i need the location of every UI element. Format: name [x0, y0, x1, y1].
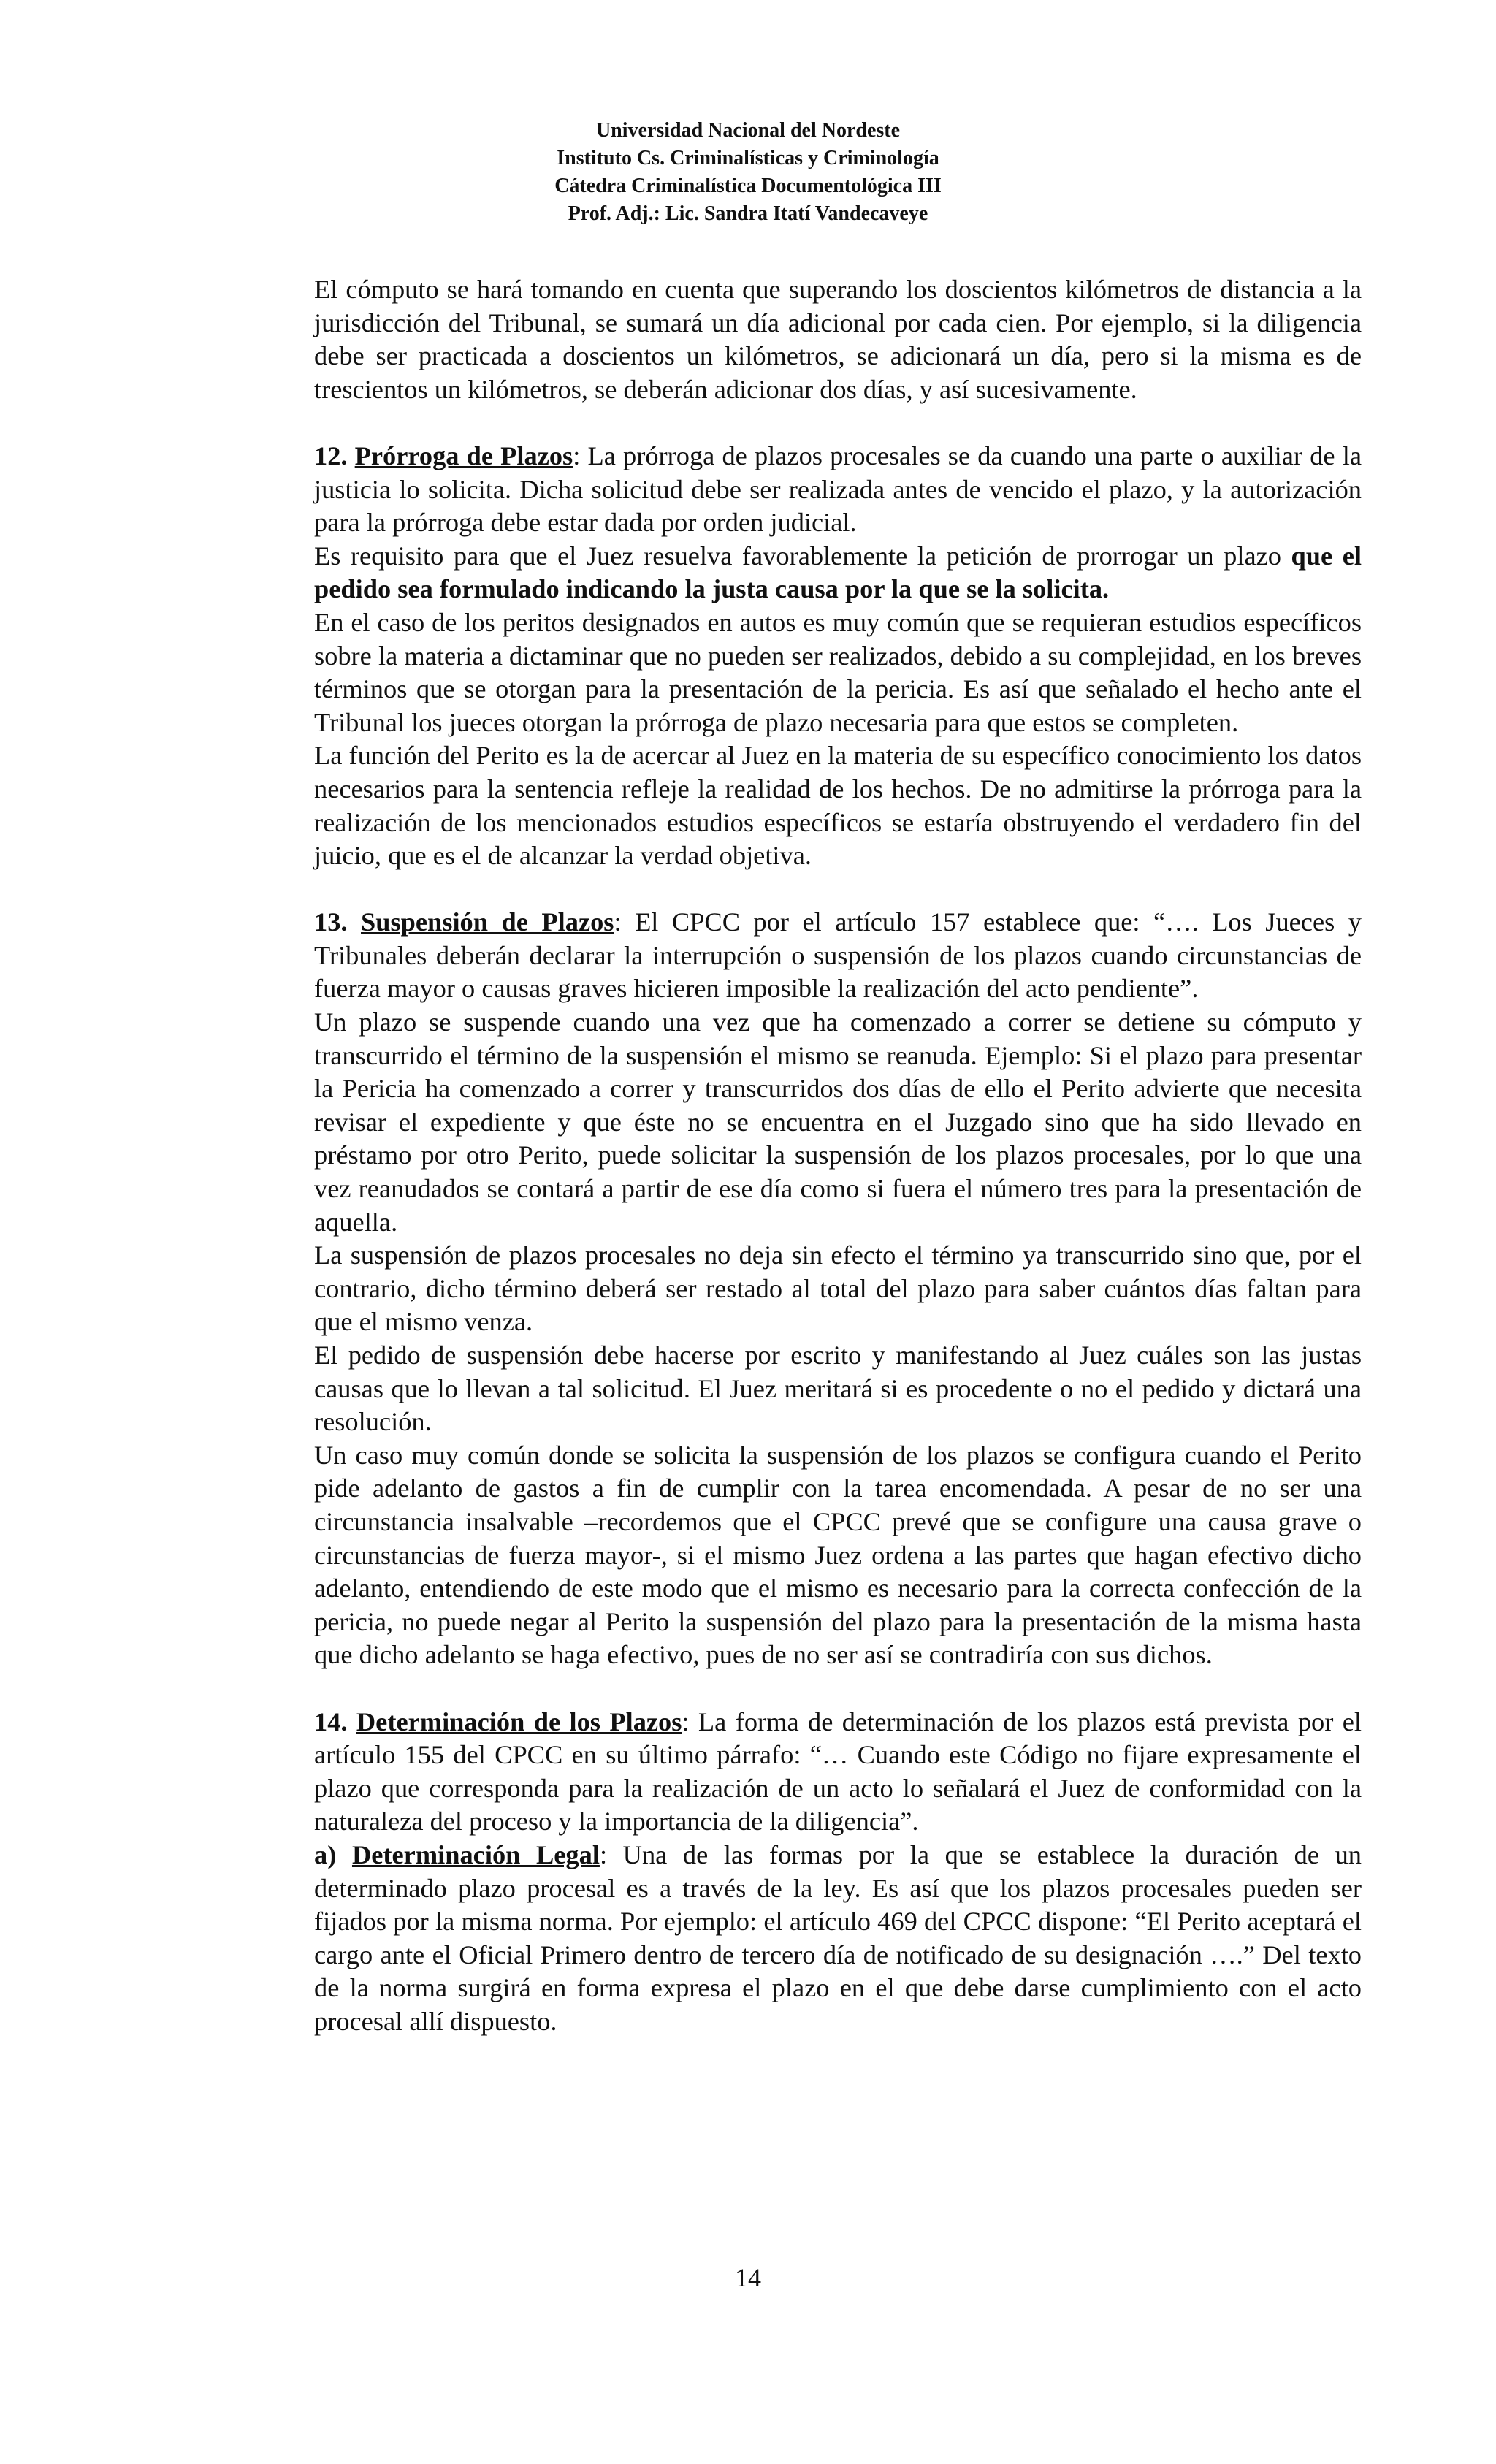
document-body — [314, 273, 1362, 2038]
section-13-paragraph-2: Un plazo se suspende cuando una vez que ha comenzado a correr se detiene su cómputo y transcurrido el término de la suspensión el mismo se reanuda. Ejemplo: Si el plazo para presentar la Pericia ha comenzado a correr y transcurridos dos días de ello el Perito advierte que necesita revisar el expediente y que éste no se encuentra en el Juzgado sino que ha sido llevado en préstamo por otro Perito, puede solicitar la suspensión de los plazos procesales, por lo que una vez reanudados se contará a partir de ese día como si fuera el número tres para la presentación de aquella. — [314, 1007, 1362, 1237]
section-13-title: Suspensión de Plazos — [361, 907, 614, 937]
section-12-paragraph-4: La función del Perito es la de acercar al Juez en la materia de su específico conocimiento los datos necesarios para la sentencia refleje la realidad de los hechos. De no admitirse la prórroga para la realización de los mencionados estudios específicos se estaría obstruyendo el verdadero fin del juicio, que es el de alcanzar la verdad objetiva. — [314, 741, 1362, 871]
header-chair: Cátedra Criminalística Documentológica III — [554, 175, 942, 197]
header-professor: Prof. Adj.: Lic. Sandra Itatí Vandecaveye — [568, 202, 928, 225]
section-13-lead — [314, 906, 1362, 1006]
section-12-p2-bold: que el pedido sea formulado indicando la justa causa por la que se la solicita. — [314, 541, 1362, 604]
header-institute: Instituto Cs. Criminalísticas y Criminología — [557, 147, 939, 169]
section-14-item-a — [314, 1839, 1362, 2039]
section-12-paragraph-2 — [314, 540, 1362, 606]
section-12-paragraph-3: En el caso de los peritos designados en autos es muy común que se requieran estudios específicos sobre la materia a dictaminar que no pueden ser realizados, debido a su complejidad, en los breves términos que se otorgan para la presentación de la pericia. Es así que señalado el hecho ante el Tribunal los jueces otorgan la prórroga de plazo necesaria para que estos se completen. — [314, 607, 1362, 737]
section-12-p2-text: Es requisito para que el Juez resuelva favorablemente la petición de prorrogar un plazo — [314, 541, 1291, 571]
section-12-lead — [314, 440, 1362, 540]
item-a-label: a) — [314, 1839, 337, 1869]
header-university: Universidad Nacional del Nordeste — [595, 119, 901, 142]
intro-paragraph: El cómputo se hará tomando en cuenta que superando los doscientos kilómetros de distancia a la jurisdicción del Tribunal, se sumará un día adicional por cada cien. Por ejemplo, si la diligencia debe ser practicada a doscientos un kilómetros, se adicionará un día, pero si la misma es de trescientos un kilómetros, se deberán adicionar dos días, y así sucesivamente. — [314, 275, 1362, 404]
section-13-paragraph-5: Un caso muy común donde se solicita la suspensión de los plazos se configura cuando el Perito pide adelanto de gastos a fin de cumplir con la tarea encomendada. A pesar de no ser una circunstancia insalvable –recordemos que el CPCC prevé que se configure una causa grave o circunstancias de fuerza mayor-, si el mismo Juez ordena a las partes que hagan efectivo dicho adelanto, entendiendo de este modo que el mismo es necesario para la correcta confección de la pericia, no puede negar al Perito la suspensión del plazo para la presentación de la misma hasta que dicho adelanto se haga efectivo, pues de no ser así se contradiría con sus dichos. — [314, 1440, 1362, 1670]
paragraph-gap — [314, 1672, 1362, 1706]
section-14-lead-text: : La forma de determinación de los plazos está prevista por el artículo 155 del CPCC en su último párrafo: “… Cuando este Código no fijare expresamente el plazo que corresponda para la realización de un acto lo señalará el Juez de conformidad con la naturaleza del proceso y la importancia de la diligencia”. — [314, 1706, 1362, 1836]
section-14-title: Determinación de los Plazos — [356, 1706, 682, 1736]
document-header — [0, 117, 1496, 228]
section-13-paragraph-4: El pedido de suspensión debe hacerse por escrito y manifestando al Juez cuáles son las justas causas que lo llevan a tal solicitud. El Juez meritará si es procedente o no el pedido y dictará una resolución. — [314, 1340, 1362, 1437]
section-13-number: 13. — [314, 907, 348, 937]
page-number: 14 — [735, 2263, 761, 2292]
item-a-text: : Una de las formas por la que se establece la duración de un determinado plazo procesal es a través de la ley. Es así que los plazos procesales pueden ser fijados por la misma norma. Por ejemplo: el artículo 469 del CPCC dispone: “El Perito aceptará el cargo ante el Oficial Primero dentro de tercero día de notificado de su designación ….” Del texto de la norma surgirá en forma expresa el plazo en el que debe darse cumplimiento con el acto procesal allí dispuesto. — [314, 1839, 1362, 2036]
section-14-lead — [314, 1706, 1362, 1839]
section-12-lead-text: : La prórroga de plazos procesales se da cuando una parte o auxiliar de la justicia lo solicita. Dicha solicitud debe ser realizada antes de vencido el plazo, y la autorización para la prórroga debe estar dada por orden judicial. — [314, 440, 1362, 538]
section-12-title: Prórroga de Plazos — [354, 440, 573, 470]
section-13-lead-text: : El CPCC por el artículo 157 establece que: “…. Los Jueces y Tribunales deberán declarar la interrupción o suspensión de los plazos cuando circunstancias de fuerza mayor o causas graves hicieren imposible la realización del acto pendiente”. — [314, 907, 1362, 1004]
section-14-number: 14. — [314, 1706, 348, 1736]
section-13-paragraph-3: La suspensión de plazos procesales no deja sin efecto el término ya transcurrido sino que, por el contrario, dicho término deberá ser restado al total del plazo para saber cuántos días faltan para que el mismo venza. — [314, 1240, 1362, 1337]
paragraph-gap — [314, 873, 1362, 907]
paragraph-gap — [314, 406, 1362, 440]
item-a-title: Determinación Legal — [351, 1839, 600, 1869]
section-12-number: 12. — [314, 440, 348, 470]
